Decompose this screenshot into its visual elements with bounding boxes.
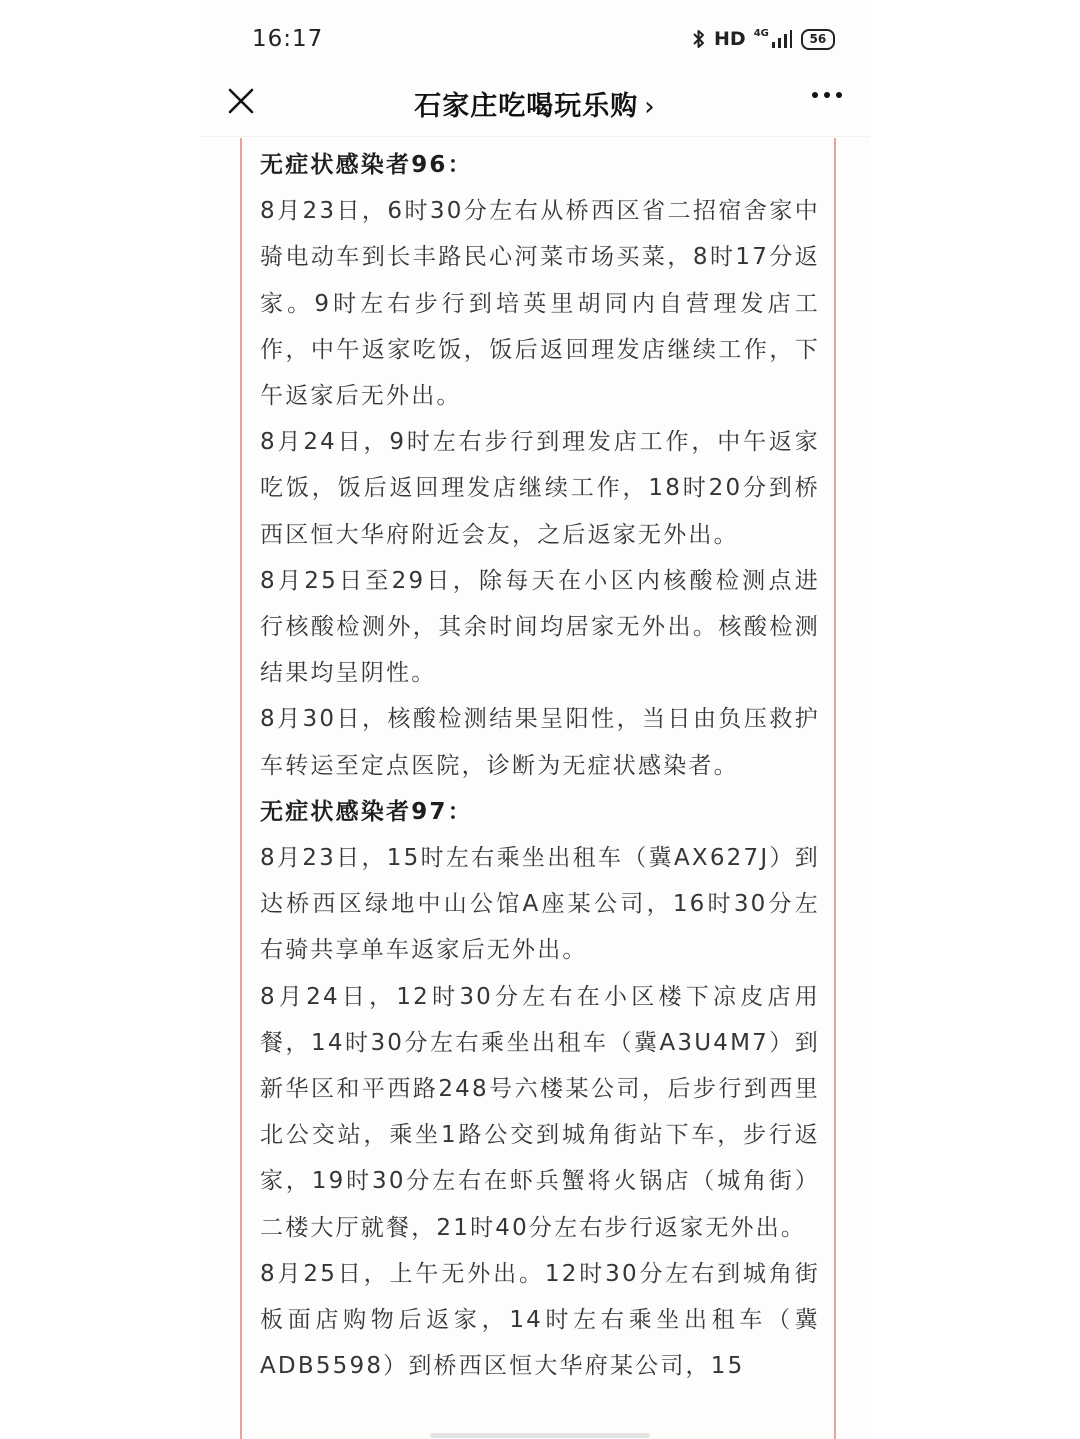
network-type-label: HD [714,28,746,50]
more-dot [812,92,818,98]
article-body [240,138,836,1439]
bluetooth-icon [692,29,706,49]
case-paragraph: 8月24日，9时左右步行到理发店工作，中午返家吃饭，饭后返回理发店继续工作，18时20分到桥西区恒大华府附近会友，之后返家无外出。 [260,429,820,548]
chevron-right-icon: › [644,92,656,122]
status-icons [692,28,835,50]
home-indicator[interactable] [430,1433,650,1438]
more-dot [836,92,842,98]
case-paragraph: 8月25日，上午无外出。12时30分左右到城角街板面店购物后返家，14时左右乘坐出租车（冀ADB5598）到桥西区恒大华府某公司，15 [260,1260,820,1380]
case-paragraph: 8月30日，核酸检测结果呈阳性，当日由负压救护车转运至定点医院，诊断为无症状感染者。 [260,706,820,779]
status-time: 16:17 [252,26,324,52]
status-bar [0,0,1080,70]
account-title-link[interactable] [200,84,870,123]
nav-bar [200,70,870,137]
case-paragraph: 8月24日，12时30分左右在小区楼下凉皮店用餐，14时30分左右乘坐出租车（冀A3U4M7）到新华区和平西路248号六楼某公司，后步行到西里北公交站，乘坐1路公交到城角街站下车，步行返家，19时30分左右在虾兵蟹将火锅店（城角街）二楼大厅就餐，21时40分左右步行返家无外出。 [260,983,820,1241]
case-paragraph: 8月25日至29日，除每天在小区内核酸检测点进行核酸检测外，其余时间均居家无外出。核酸检测结果均呈阴性。 [260,567,820,687]
signal-strength-icon [771,29,793,49]
case-paragraph: 8月23日，6时30分左右从桥西区省二招宿舍家中骑电动车到长丰路民心河菜市场买菜，8时17分返家。9时左右步行到培英里胡同内自营理发店工作，中午返家吃饭，饭后返回理发店继续工作，下午返家后无外出。 [260,198,820,410]
case-heading: 无症状感染者97： [260,798,473,825]
case-heading: 无症状感染者96： [260,152,473,178]
article-content [260,142,820,1389]
more-icon[interactable] [812,92,842,98]
battery-icon: 56 [801,29,835,50]
more-dot [824,92,830,98]
signal-type-label: 4G [753,27,769,39]
account-title: 石家庄吃喝玩乐购 [414,91,639,122]
case-paragraph: 8月23日，15时左右乘坐出租车（冀AX627J）到达桥西区绿地中山公馆A座某公司，16时30分左右骑共享单车返家后无外出。 [260,845,820,964]
